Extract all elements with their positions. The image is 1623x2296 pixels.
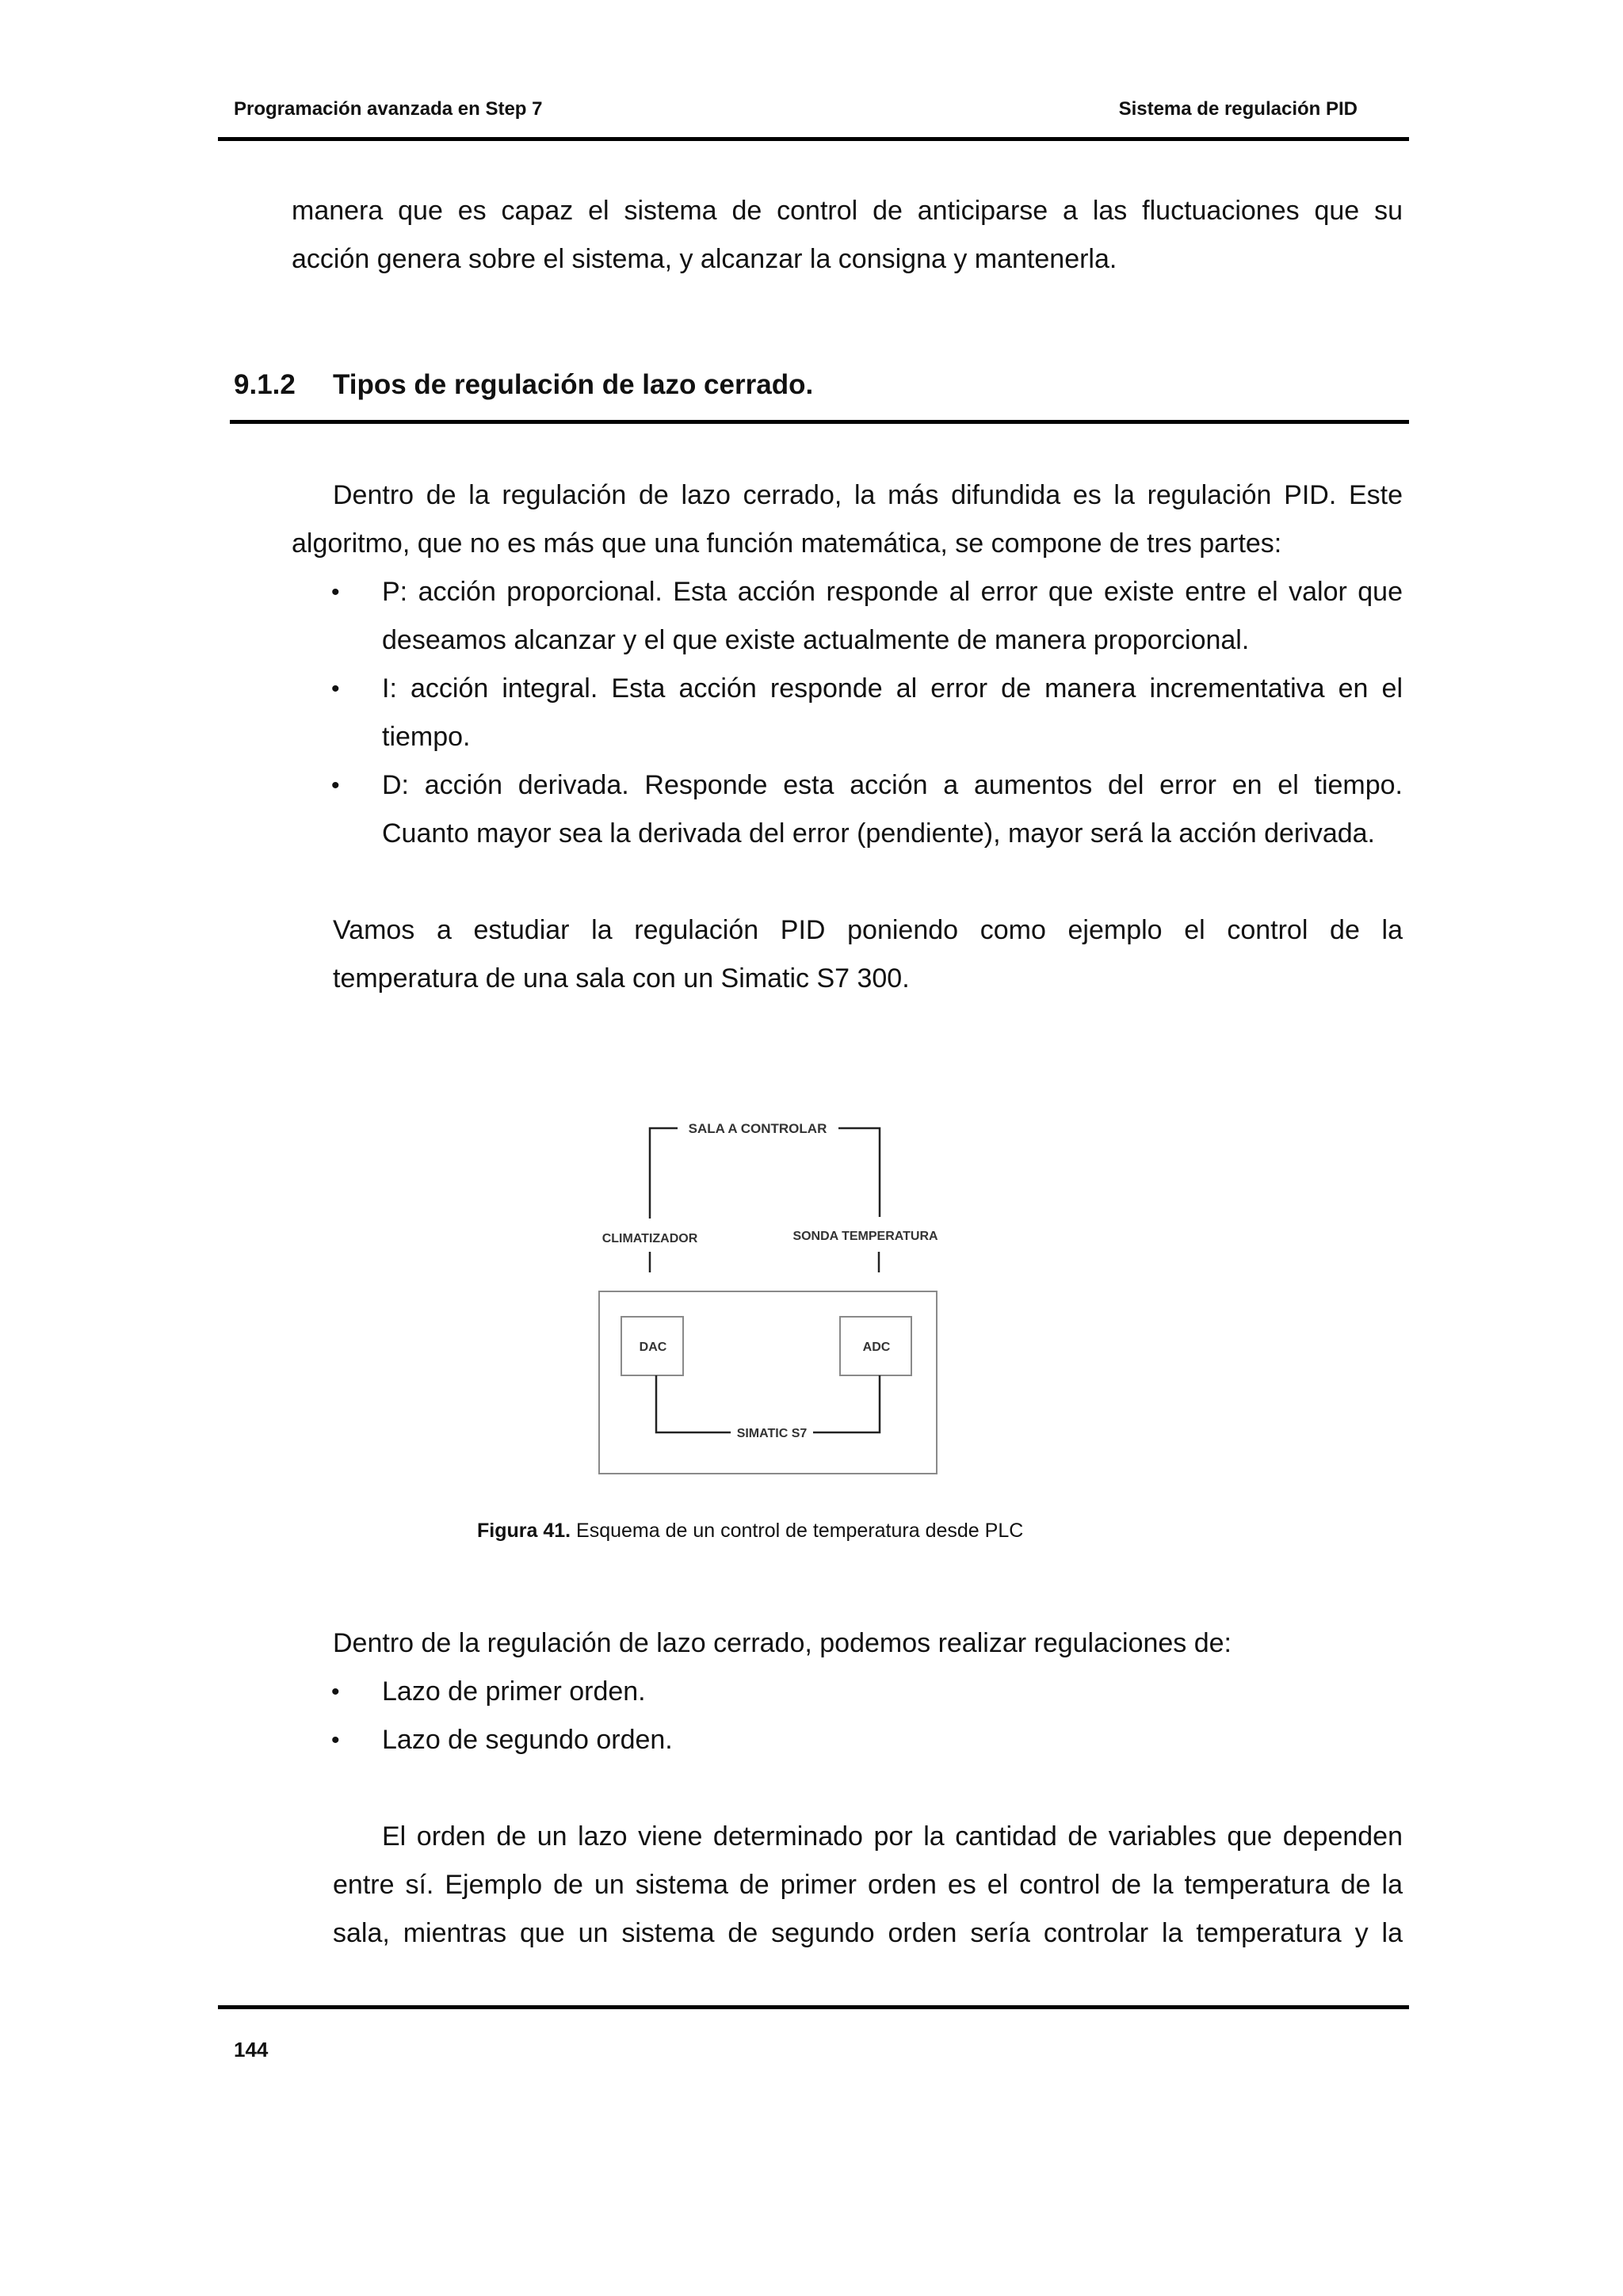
adc-label: ADC [862, 1341, 891, 1354]
header-right: Sistema de regulación PID [1118, 98, 1358, 120]
paragraph4-line-1: El orden de un lazo viene determinado por la cantidad de variables que dependen [382, 1821, 1403, 1852]
list-item-second-order [331, 1716, 1403, 1764]
simatic-bracket-left [656, 1375, 731, 1432]
list-item-p [331, 568, 1403, 665]
simatic-label: SIMATIC S7 [736, 1427, 808, 1440]
paragraph1-line-2: algoritmo, que no es más que una función matemática, se compone de tres partes: [292, 528, 1282, 559]
paragraph2-line-2: temperatura de una sala con un Simatic S7 300. [333, 963, 910, 994]
list-item-line: P: acción proporcional. Esta acción responde al error que existe entre el valor que [382, 577, 1403, 607]
list-item-line: Cuanto mayor sea la derivada del error (pendiente), mayor será la acción derivada. [382, 818, 1375, 849]
paragraph3: Dentro de la regulación de lazo cerrado, podemos realizar regulaciones de: [333, 1628, 1232, 1658]
sala-bracket-right [838, 1128, 880, 1217]
list-item-line: deseamos alcanzar y el que existe actualmente de manera proporcional. [382, 625, 1250, 655]
simatic-bracket-right [813, 1375, 880, 1432]
bullet-icon: • [331, 676, 340, 702]
header-left: Programación avanzada en Step 7 [234, 98, 543, 120]
sala-bracket-left [650, 1128, 678, 1219]
control-diagram [586, 1109, 951, 1489]
bullet-icon: • [331, 772, 340, 799]
figure-caption-label: Figura 41. [477, 1520, 571, 1542]
bullet-icon: • [331, 1679, 340, 1705]
simatic-box [599, 1291, 937, 1474]
intro-line-2: acción genera sobre el sistema, y alcanzar la consigna y mantenerla. [292, 244, 1117, 274]
bullet-icon: • [331, 1727, 340, 1753]
sonda-label: SONDA TEMPERATURA [792, 1230, 938, 1243]
bullet-icon: • [331, 579, 340, 605]
list-item-line: tiempo. [382, 722, 471, 752]
paragraph4-line-3: sala, mientras que un sistema de segundo orden sería controlar la temperatura y la [333, 1918, 1403, 1948]
figure-caption-text: Esquema de un control de temperatura desde PLC [576, 1520, 1024, 1542]
section-rule [230, 420, 1409, 424]
dac-label: DAC [639, 1341, 667, 1354]
list-item-line: Lazo de primer orden. [382, 1676, 646, 1707]
figure-caption [477, 1520, 1023, 1543]
list-item-line: Lazo de segundo orden. [382, 1725, 673, 1755]
paragraph2-line-1: Vamos a estudiar la regulación PID poniendo como ejemplo el control de la [333, 915, 1403, 945]
header-rule [218, 137, 1409, 141]
intro-line-1: manera que es capaz el sistema de control de anticiparse a las fluctuaciones que su [292, 196, 1403, 226]
sala-label: SALA A CONTROLAR [688, 1121, 827, 1136]
list-item-line: I: acción integral. Esta acción responde al error de manera incrementativa en el [382, 673, 1403, 704]
page-number: 144 [234, 2038, 269, 2061]
list-item-line: D: acción derivada. Responde esta acción a aumentos del error en el tiempo. [382, 770, 1403, 800]
paragraph4-line-2: entre sí. Ejemplo de un sistema de primer orden es el control de la temperatura de la [333, 1870, 1403, 1900]
section-title: Tipos de regulación de lazo cerrado. [333, 369, 814, 400]
paragraph1-line-1: Dentro de la regulación de lazo cerrado, la más difundida es la regulación PID. Este [333, 480, 1403, 510]
list-item-i [331, 665, 1403, 761]
list-item-d [331, 761, 1403, 858]
footer-rule [218, 2005, 1409, 2009]
climatizador-label: CLIMATIZADOR [601, 1232, 698, 1245]
section-number: 9.1.2 [234, 369, 296, 400]
list-item-first-order [331, 1668, 1403, 1716]
